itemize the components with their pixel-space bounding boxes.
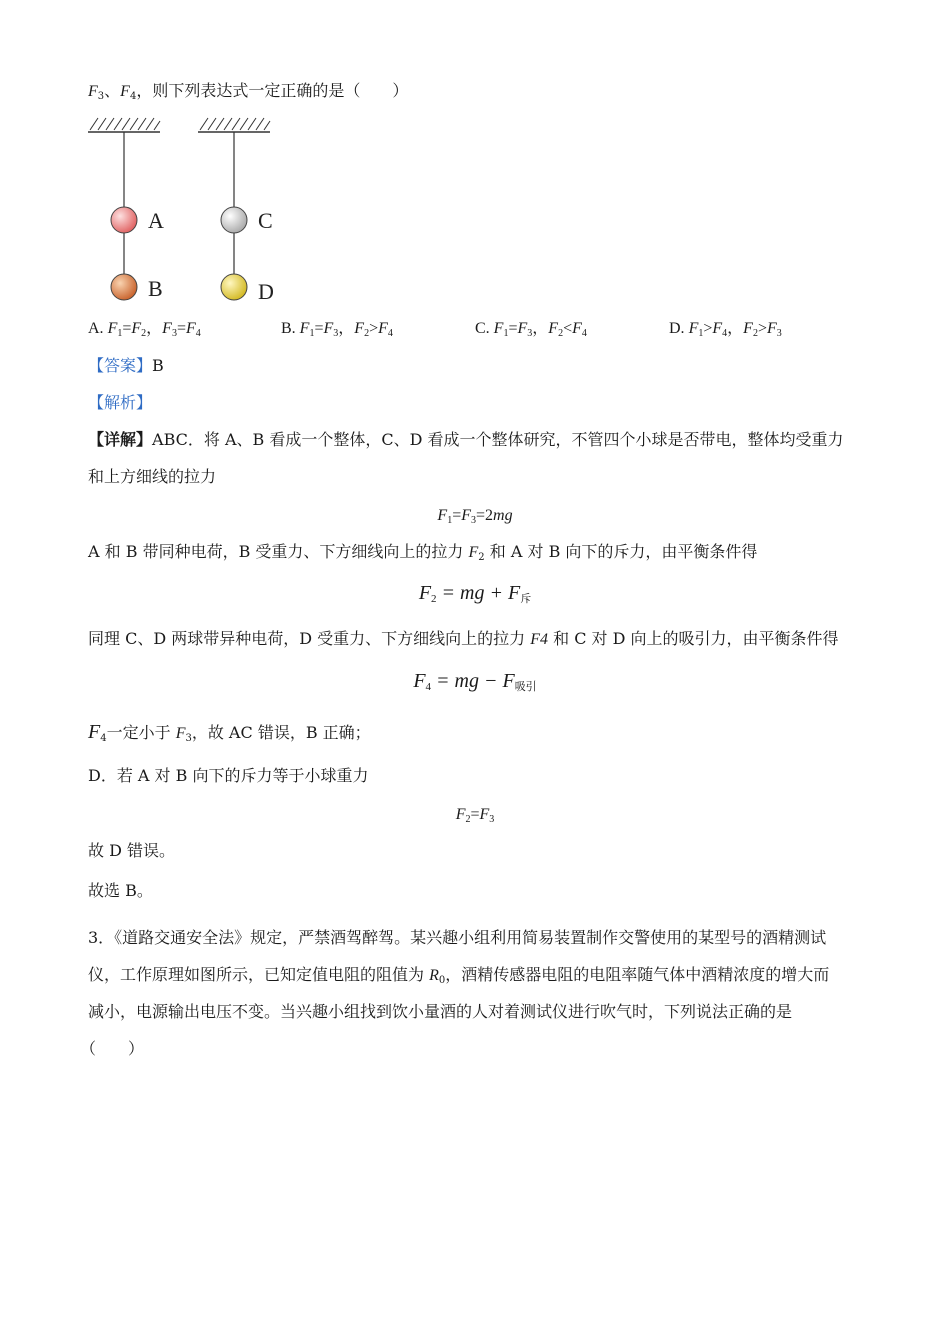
label-a: A <box>148 208 164 233</box>
option-c: C. $F_1=F_3$，$F_2<F_4$ <box>475 320 587 339</box>
detail-line-6: D．若 A 对 B 向下的斥力等于小球重力 <box>88 766 369 785</box>
option-a: A. $F_1=F_2$，$F_3=F_4$ <box>88 320 201 339</box>
detail-line-4: 同理 C、D 两球带异种电荷，D 受重力、下方细线向上的拉力 F4 和 C 对 D 向上的吸引力，由平衡条件得 <box>88 629 839 648</box>
detail-line-3: A 和 B 带同种电荷，B 受重力、下方细线向上的拉力 $F_2$ 和 A 对 B 向下的斥力，由平衡条件得 <box>88 542 758 563</box>
ball-b <box>111 274 137 300</box>
ball-c <box>221 207 247 233</box>
pendulum-figure <box>80 110 310 310</box>
equation-2: $F_2$ = mg + $F_斥$ <box>418 582 532 605</box>
detail-line-5: $F_4$一定小于 $F_3$，故 AC 错误，B 正确； <box>88 721 371 744</box>
equation-4: $F_2=F_3$ <box>455 806 495 825</box>
q3-line-3: 减小，电源输出电压不变。当兴趣小组找到饮小量酒的人对着测试仪进行吹气时，下列说法正确的是 <box>88 1002 793 1021</box>
analysis-tag: 【解析】 <box>88 393 153 412</box>
detail-line-7: 故 D 错误。 <box>88 841 176 860</box>
question-intro: $F_3$、$F_4$，则下列表达式一定正确的是（ ） <box>88 81 409 102</box>
q3-line-2: 仪，工作原理如图所示，已知定值电阻的阻值为 $R_0$，酒精传感器电阻的电阻率随气体中酒精浓度的增大而 <box>88 965 830 986</box>
ball-d <box>221 274 247 300</box>
option-d: D. $F_1>F_4$，$F_2>F_3$ <box>669 320 782 339</box>
label-d: D <box>258 279 274 304</box>
option-b: B. $F_1=F_3$，$F_2>F_4$ <box>281 320 393 339</box>
ceiling-right <box>198 118 270 132</box>
label-b: B <box>148 276 163 301</box>
ceiling-left <box>88 118 160 132</box>
detail-tag: 【详解】 <box>88 430 153 449</box>
answer-value: B <box>152 356 164 375</box>
q3-line-4: （ ） <box>80 1039 145 1058</box>
equation-3: $F_4$ = mg − $F_{吸引}$ <box>413 670 537 693</box>
answer-tag: 【答案】 <box>88 356 153 375</box>
answer-line <box>88 355 164 377</box>
equation-1: $F_1=F_3=2mg$ <box>437 507 513 526</box>
detail-line-1: 【详解】ABC．将 A、B 看成一个整体，C、D 看成一个整体研究，不管四个小球是否带电，整体均受重力 <box>88 430 844 449</box>
label-c: C <box>258 208 273 233</box>
detail-line-8: 故选 B。 <box>88 881 153 900</box>
q3-line-1: 3．《道路交通安全法》规定，严禁酒驾醉驾。某兴趣小组利用简易装置制作交警使用的某型号的酒精测试 <box>88 928 827 947</box>
ball-a <box>111 207 137 233</box>
detail-line-2: 和上方细线的拉力 <box>88 467 217 486</box>
